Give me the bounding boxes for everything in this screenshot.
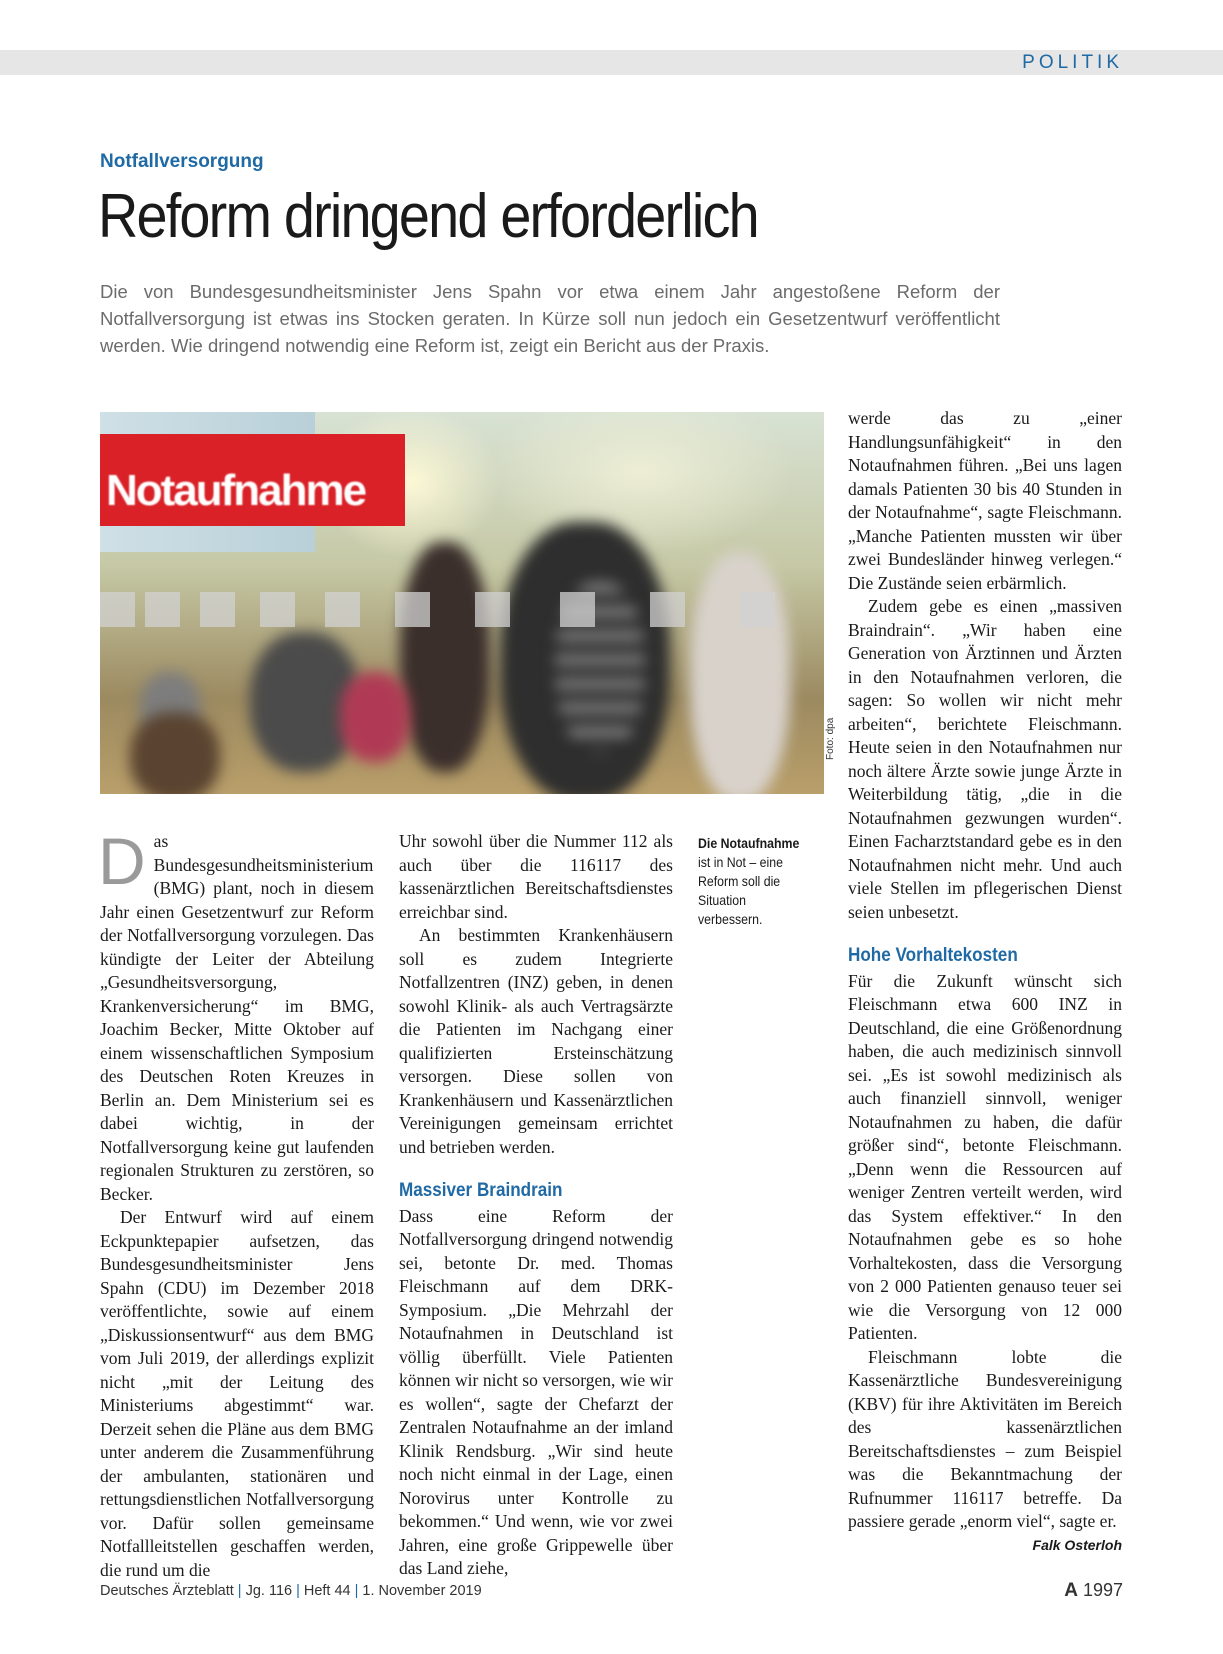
frosted-square (260, 592, 295, 627)
subheading: Massiver Braindrain (399, 1180, 563, 1201)
column-2 (399, 830, 673, 1581)
paragraph: Zudem gebe es einen „massiven Braindrain“. „Wir haben eine Generation von Ärztinnen und Ärzten in den Notaufnahmen verloren, die sagen: So wollen wir nicht mehr arbeiten“, berichtete Fleischmann. Heute seien in den Notaufnahmen nur noch ältere Ärzte sowie junge Ärzte in Weiterbildung tätig, „die in die Notaufnahmen gezwungen wurden“. Einen Facharztstandard gebe es in den Notaufnahmen nicht mehr. Und auch viele Stellen im pflegerischen Dienst seien unbesetzt. (848, 596, 1122, 922)
frosted-square (740, 592, 775, 627)
frosted-square (100, 592, 135, 627)
column-1 (98, 824, 374, 1582)
volume: Jg. 116 (245, 1583, 293, 1599)
paragraph (848, 1346, 1122, 1553)
paragraph: An bestimmten Krankenhäusern soll es zudem Integrierte Notfallzentren (INZ) geben, in denen sowohl Klinik- als auch Vertragsärzte die Patienten im Nachgang einer qualifizierten Ersteinschätzung versorgen. Diese sollen von Krankenhäusern und Kassenärztlichen Vereinigungen gemeinsam errichtet und betrieben werden. (399, 925, 673, 1157)
frosted-square (395, 592, 430, 627)
caption-text: ist in Not – eine Reform soll die Situation verbessern. (698, 854, 783, 927)
photo-figure (130, 712, 220, 794)
frosted-square (560, 592, 595, 627)
paragraph: werde das zu „einer Handlungsunfähigkeit“ in den Notaufnahmen führen. „Bei uns lagen damals Patienten 30 bis 40 Stunden in der Notaufnahme“, sagte Fleischmann. „Manche Patienten mussten wir über zwei Bundesländer hinweg verlegen.“ Die Zustände seien erbärmlich. (848, 408, 1122, 593)
page-number (1064, 1580, 1123, 1602)
paragraph-text: as Bundesgesundheitsministerium (BMG) plant, noch in diesem Jahr einen Gesetzentwurf zur Reform der Notfallversorgung vorzulegen. Das kündigte der Leiter der Abteilung „Gesundheitsversorgung, Krankenversicherung“ im BMG, Joachim Becker, Mitte Oktober auf einem wissenschaftlichen Symposium des Deutschen Roten Kreuzes in Berlin an. Dem Ministerium sei es dabei wichtig, in der Notfallversorgung keine gut laufenden regionalen Strukturen zu zerstören, so Becker. (100, 831, 374, 1204)
photo-sign-text: Notaufnahme (106, 466, 366, 515)
column-3 (848, 407, 1122, 1557)
frosted-square (650, 592, 685, 627)
photo-figure (690, 552, 790, 794)
photo-figure (340, 672, 410, 762)
frosted-square (200, 592, 235, 627)
subheading: Hohe Vorhaltekosten (848, 945, 1018, 966)
paragraph: Uhr sowohl über die Nummer 112 als auch über die 116117 des kassenärztlichen Bereitschaftsdienstes erreichbar sind. (399, 831, 673, 922)
page-prefix: A (1064, 1580, 1078, 1601)
article-lead: Die von Bundesgesundheitsminister Jens Spahn vor etwa einem Jahr angestoßene Reform der Notfallversorgung ist etwas ins Stocken geraten. In Kürze soll nun jedoch ein Gesetzentwurf veröffentlicht werden. Wie dringend notwendig eine Reform ist, zeigt ein Bericht aus der Praxis. (100, 281, 1000, 356)
author-byline: Falk Osterloh (1032, 1536, 1122, 1553)
photo-caption (698, 834, 811, 929)
paragraph (98, 824, 374, 1206)
dropcap: D (98, 824, 146, 898)
frosted-square (325, 592, 360, 627)
photo-figure (400, 542, 490, 772)
journal-name: Deutsches Ärzteblatt (100, 1583, 234, 1599)
paragraph-text: Fleischmann lobte die Kassenärztliche Bundesvereinigung (KBV) für ihre Aktivitäten im Bereich des kassenärztlichen Bereitschaftsdienstes – zum Beispiel was die Bekanntmachung der Rufnummer 116117 betreffe. Da passiere gerade „enorm viel“, sagte er. (848, 1346, 1122, 1531)
frosted-square (475, 592, 510, 627)
article-title: Reform dringend erforderlich (98, 182, 758, 251)
paragraph: Für die Zukunft wünscht sich Fleischmann etwa 600 INZ in Deutschland, die eine Größenordnung haben, die auch medizinisch sinnvoll sei. „Es ist sowohl medizinisch als auch finanziell sinnvoll, weniger Notaufnahmen zu haben, die dafür größer sind“, betonte Fleischmann. „Denn wenn die Ressourcen auf weniger Zentren verteilt werden, wird das System effektiver.“ In den Notaufnahmen gebe es so hohe Vorhaltekosten, dass die Versorgung von 2 000 Patienten genauso teuer sei wie die Versorgung von 12 000 Patienten. (848, 970, 1122, 1343)
date: 1. November 2019 (362, 1583, 482, 1599)
frosted-square (145, 592, 180, 627)
issue: Heft 44 (303, 1583, 351, 1599)
caption-title: Die Notaufnahme (698, 835, 800, 851)
separator: | (237, 1583, 242, 1599)
article-kicker: Notfallversorgung (100, 151, 264, 172)
article-photo (100, 412, 824, 794)
footer (100, 1583, 482, 1599)
paragraph: Der Entwurf wird auf einem Eckpunktepapier aufsetzen, das Bundesgesundheitsminister Jens Spahn (CDU) im Dezember 2018 veröffentlichte, sowie auf einem „Diskussionsentwurf“ aus dem BMG vom Juli 2019, der allerdings explizit nicht „mit der Leitung des Ministeriums abgestimmt“ war. Derzeit sehen die Pläne aus dem BMG unter anderem die Zusammenführung der ambulanten, stationären und rettungsdienstlichen Notfallversorgung vor. Dafür sollen gemeinsame Notfallleitstellen geschaffen werden, die rund um die (100, 1207, 374, 1580)
section-label: POLITIK (1022, 52, 1123, 73)
photo-credit: Foto: dpa (825, 717, 836, 760)
separator: | (354, 1583, 359, 1599)
separator: | (296, 1583, 300, 1599)
paragraph: Dass eine Reform der Notfallversorgung dringend notwendig sei, betonte Dr. med. Thomas Fleischmann auf dem DRK-Symposium. „Die Mehrzahl der Notaufnahmen in Deutschland ist völlig überfüllt. Viele Patienten können wir nicht so versorgen, wie wir es wollen“, sagte der Chefarzt der Zentralen Notaufnahme an der imland Klinik Rendsburg. „Wir sind heute noch nicht einmal in der Lage, einen Norovirus unter Kontrolle zu bekommen.“ Und wenn, wie vor zwei Jahren, eine große Grippewelle über das Land ziehe, (399, 1205, 673, 1578)
page-number-value: 1997 (1082, 1580, 1123, 1600)
